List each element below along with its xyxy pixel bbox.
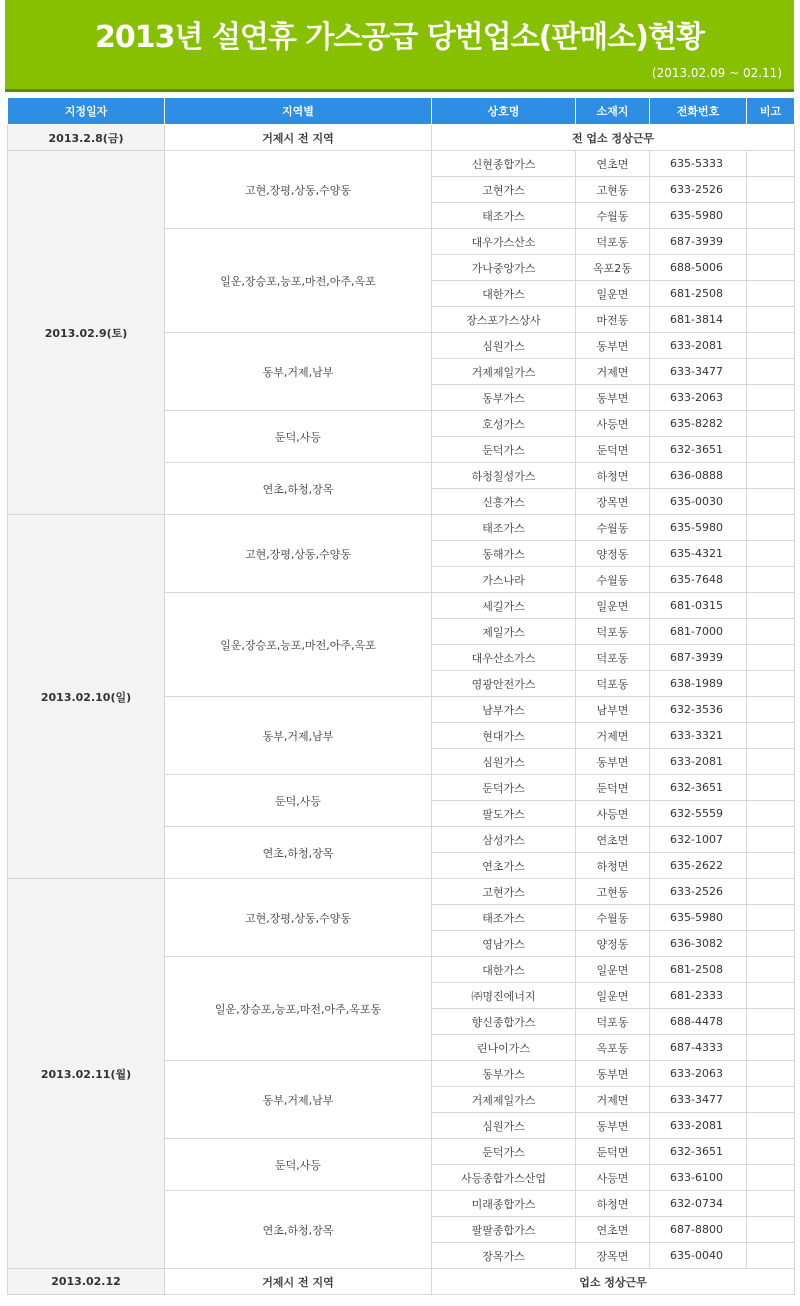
- business-name: 미래종합가스: [432, 1191, 576, 1217]
- location: 동부면: [576, 385, 650, 411]
- note-cell: [747, 827, 795, 853]
- business-name: 남부가스: [432, 697, 576, 723]
- note-cell: [747, 723, 795, 749]
- location: 동부면: [576, 333, 650, 359]
- header-note: 비고: [747, 98, 795, 125]
- location: 사등면: [576, 801, 650, 827]
- note-cell: [747, 671, 795, 697]
- business-name: 사등종합가스산업: [432, 1165, 576, 1191]
- business-name: 제일가스: [432, 619, 576, 645]
- location: 옥포2동: [576, 255, 650, 281]
- business-name: 동해가스: [432, 541, 576, 567]
- location: 장목면: [576, 489, 650, 515]
- region-cell: 일운,장승포,능포,마전,아주,옥포: [165, 593, 432, 697]
- summary-row: [8, 125, 795, 151]
- location: 장목면: [576, 1243, 650, 1269]
- business-name: 심원가스: [432, 749, 576, 775]
- region-cell: 연초,하청,장목: [165, 827, 432, 879]
- region-cell: 동부,거제,남부: [165, 697, 432, 775]
- business-name: 태조가스: [432, 203, 576, 229]
- note-cell: [747, 593, 795, 619]
- note-cell: [747, 1191, 795, 1217]
- phone-number: 632-0734: [650, 1191, 747, 1217]
- business-name: 향신종합가스: [432, 1009, 576, 1035]
- note-cell: [747, 957, 795, 983]
- region-cell: 고현,장평,상동,수양동: [165, 515, 432, 593]
- duty-schedule-table: [7, 97, 795, 1295]
- phone-number: 681-0315: [650, 593, 747, 619]
- note-cell: [747, 853, 795, 879]
- business-name: 신현종합가스: [432, 151, 576, 177]
- business-name: 태조가스: [432, 905, 576, 931]
- location: 연초면: [576, 151, 650, 177]
- phone-number: 632-3651: [650, 437, 747, 463]
- business-name: 팔팔종합가스: [432, 1217, 576, 1243]
- phone-number: 638-1989: [650, 671, 747, 697]
- phone-number: 681-2508: [650, 957, 747, 983]
- note-cell: [747, 1217, 795, 1243]
- business-name: ㈜명진에너지: [432, 983, 576, 1009]
- note-cell: [747, 307, 795, 333]
- location: 사등면: [576, 411, 650, 437]
- region-cell: 일운,장승포,능포,마전,아주,옥포동: [165, 957, 432, 1061]
- table-body: [8, 125, 795, 1295]
- business-name: 둔덕가스: [432, 1139, 576, 1165]
- location: 둔덕면: [576, 775, 650, 801]
- note-cell: [747, 931, 795, 957]
- business-name: 대우가스산소: [432, 229, 576, 255]
- table-header-row: [8, 98, 795, 125]
- business-name: 연초가스: [432, 853, 576, 879]
- note-cell: [747, 515, 795, 541]
- region-cell: 둔덕,사등: [165, 1139, 432, 1191]
- business-name: 가스나라: [432, 567, 576, 593]
- phone-number: 633-2526: [650, 879, 747, 905]
- location: 둔덕면: [576, 437, 650, 463]
- note-cell: [747, 411, 795, 437]
- business-name: 태조가스: [432, 515, 576, 541]
- business-name: 거제제일가스: [432, 359, 576, 385]
- phone-number: 633-2063: [650, 1061, 747, 1087]
- note-cell: [747, 1009, 795, 1035]
- location: 둔덕면: [576, 1139, 650, 1165]
- note-cell: [747, 1087, 795, 1113]
- business-name: 심원가스: [432, 1113, 576, 1139]
- phone-number: 633-3321: [650, 723, 747, 749]
- location: 덕포동: [576, 671, 650, 697]
- phone-number: 633-3477: [650, 359, 747, 385]
- note-cell: [747, 697, 795, 723]
- location: 일운면: [576, 957, 650, 983]
- region-cell: 고현,장평,상동,수양동: [165, 151, 432, 229]
- note-cell: [747, 463, 795, 489]
- business-name: 장스포가스상사: [432, 307, 576, 333]
- phone-number: 633-3477: [650, 1087, 747, 1113]
- phone-number: 681-2508: [650, 281, 747, 307]
- phone-number: 688-5006: [650, 255, 747, 281]
- region-cell: 연초,하청,장목: [165, 463, 432, 515]
- business-name: 가나중앙가스: [432, 255, 576, 281]
- phone-number: 633-2526: [650, 177, 747, 203]
- business-name: 고현가스: [432, 177, 576, 203]
- location: 고현동: [576, 879, 650, 905]
- note-cell: [747, 1035, 795, 1061]
- page-title: 2013년 설연휴 가스공급 당번업소(판매소)현황: [95, 20, 704, 55]
- phone-number: 635-8282: [650, 411, 747, 437]
- region-cell: 동부,거제,남부: [165, 1061, 432, 1139]
- business-name: 세길가스: [432, 593, 576, 619]
- business-name: 호성가스: [432, 411, 576, 437]
- note-cell: [747, 879, 795, 905]
- business-name: 대한가스: [432, 281, 576, 307]
- business-name: 동부가스: [432, 1061, 576, 1087]
- phone-number: 635-7648: [650, 567, 747, 593]
- phone-number: 635-5980: [650, 203, 747, 229]
- phone-number: 687-3939: [650, 229, 747, 255]
- location: 거제면: [576, 359, 650, 385]
- title-banner: [5, 0, 794, 92]
- date-range: (2013.02.09 ~ 02.11): [651, 66, 782, 80]
- region-cell: 고현,장평,상동,수양동: [165, 879, 432, 957]
- region-cell: 동부,거제,남부: [165, 333, 432, 411]
- location: 하청면: [576, 853, 650, 879]
- region-cell: 거제시 전 지역: [165, 125, 432, 151]
- note-cell: [747, 619, 795, 645]
- header-date: 지정일자: [8, 98, 165, 125]
- location: 연초면: [576, 827, 650, 853]
- date-cell: 2013.2.8(금): [8, 125, 165, 151]
- table-row: [8, 151, 795, 177]
- location: 하청면: [576, 1191, 650, 1217]
- phone-number: 635-2622: [650, 853, 747, 879]
- phone-number: 688-4478: [650, 1009, 747, 1035]
- phone-number: 632-5559: [650, 801, 747, 827]
- location: 양정동: [576, 541, 650, 567]
- location: 거제면: [576, 1087, 650, 1113]
- note-cell: [747, 983, 795, 1009]
- header-business: 상호명: [432, 98, 576, 125]
- note-cell: [747, 229, 795, 255]
- note-cell: [747, 281, 795, 307]
- region-cell: 일운,장승포,능포,마전,아주,옥포: [165, 229, 432, 333]
- business-name: 고현가스: [432, 879, 576, 905]
- location: 양정동: [576, 931, 650, 957]
- table-row: [8, 515, 795, 541]
- phone-number: 636-3082: [650, 931, 747, 957]
- business-name: 삼성가스: [432, 827, 576, 853]
- phone-number: 636-0888: [650, 463, 747, 489]
- region-cell: 거제시 전 지역: [165, 1269, 432, 1295]
- location: 수월동: [576, 905, 650, 931]
- phone-number: 681-7000: [650, 619, 747, 645]
- note-cell: [747, 489, 795, 515]
- note-cell: [747, 645, 795, 671]
- phone-number: 635-5333: [650, 151, 747, 177]
- location: 거제면: [576, 723, 650, 749]
- location: 일운면: [576, 593, 650, 619]
- business-name: 대한가스: [432, 957, 576, 983]
- note-cell: [747, 1139, 795, 1165]
- summary-row: [8, 1269, 795, 1295]
- phone-number: 635-4321: [650, 541, 747, 567]
- date-cell: 2013.02.9(토): [8, 151, 165, 515]
- note-cell: [747, 775, 795, 801]
- status-cell: 전 업소 정상근무: [432, 125, 795, 151]
- location: 남부면: [576, 697, 650, 723]
- note-cell: [747, 333, 795, 359]
- business-name: 현대가스: [432, 723, 576, 749]
- location: 마전동: [576, 307, 650, 333]
- note-cell: [747, 749, 795, 775]
- note-cell: [747, 255, 795, 281]
- business-name: 대우산소가스: [432, 645, 576, 671]
- business-name: 린나이가스: [432, 1035, 576, 1061]
- note-cell: [747, 177, 795, 203]
- location: 동부면: [576, 1061, 650, 1087]
- location: 덕포동: [576, 229, 650, 255]
- note-cell: [747, 1061, 795, 1087]
- phone-number: 633-2081: [650, 1113, 747, 1139]
- note-cell: [747, 203, 795, 229]
- business-name: 하청칠성가스: [432, 463, 576, 489]
- phone-number: 633-6100: [650, 1165, 747, 1191]
- note-cell: [747, 1165, 795, 1191]
- note-cell: [747, 1113, 795, 1139]
- phone-number: 633-2063: [650, 385, 747, 411]
- phone-number: 635-0030: [650, 489, 747, 515]
- location: 일운면: [576, 281, 650, 307]
- location: 덕포동: [576, 1009, 650, 1035]
- location: 수월동: [576, 203, 650, 229]
- business-name: 거제제일가스: [432, 1087, 576, 1113]
- location: 일운면: [576, 983, 650, 1009]
- phone-number: 632-3536: [650, 697, 747, 723]
- phone-number: 632-1007: [650, 827, 747, 853]
- date-cell: 2013.02.10(일): [8, 515, 165, 879]
- table-row: [8, 879, 795, 905]
- phone-number: 633-2081: [650, 333, 747, 359]
- business-name: 영남가스: [432, 931, 576, 957]
- business-name: 동부가스: [432, 385, 576, 411]
- phone-number: 632-3651: [650, 1139, 747, 1165]
- business-name: 둔덕가스: [432, 437, 576, 463]
- phone-number: 681-3814: [650, 307, 747, 333]
- phone-number: 635-0040: [650, 1243, 747, 1269]
- business-name: 둔덕가스: [432, 775, 576, 801]
- location: 동부면: [576, 1113, 650, 1139]
- location: 옥포동: [576, 1035, 650, 1061]
- location: 동부면: [576, 749, 650, 775]
- status-cell: 업소 정상근무: [432, 1269, 795, 1295]
- note-cell: [747, 541, 795, 567]
- business-name: 심원가스: [432, 333, 576, 359]
- location: 하청면: [576, 463, 650, 489]
- location: 연초면: [576, 1217, 650, 1243]
- phone-number: 635-5980: [650, 515, 747, 541]
- header-phone: 전화번호: [650, 98, 747, 125]
- location: 사등면: [576, 1165, 650, 1191]
- business-name: 영광안전가스: [432, 671, 576, 697]
- location: 덕포동: [576, 645, 650, 671]
- business-name: 장목가스: [432, 1243, 576, 1269]
- phone-number: 687-4333: [650, 1035, 747, 1061]
- note-cell: [747, 801, 795, 827]
- location: 수월동: [576, 567, 650, 593]
- note-cell: [747, 905, 795, 931]
- location: 덕포동: [576, 619, 650, 645]
- phone-number: 632-3651: [650, 775, 747, 801]
- phone-number: 687-8800: [650, 1217, 747, 1243]
- location: 수월동: [576, 515, 650, 541]
- note-cell: [747, 151, 795, 177]
- note-cell: [747, 567, 795, 593]
- note-cell: [747, 359, 795, 385]
- location: 고현동: [576, 177, 650, 203]
- header-region: 지역별: [165, 98, 432, 125]
- region-cell: 연초,하청,장목: [165, 1191, 432, 1269]
- phone-number: 681-2333: [650, 983, 747, 1009]
- phone-number: 635-5980: [650, 905, 747, 931]
- header-location: 소재지: [576, 98, 650, 125]
- date-cell: 2013.02.12: [8, 1269, 165, 1295]
- phone-number: 687-3939: [650, 645, 747, 671]
- region-cell: 둔덕,사등: [165, 411, 432, 463]
- region-cell: 둔덕,사등: [165, 775, 432, 827]
- date-cell: 2013.02.11(월): [8, 879, 165, 1269]
- note-cell: [747, 1243, 795, 1269]
- business-name: 신흥가스: [432, 489, 576, 515]
- note-cell: [747, 385, 795, 411]
- business-name: 팔도가스: [432, 801, 576, 827]
- note-cell: [747, 437, 795, 463]
- phone-number: 633-2081: [650, 749, 747, 775]
